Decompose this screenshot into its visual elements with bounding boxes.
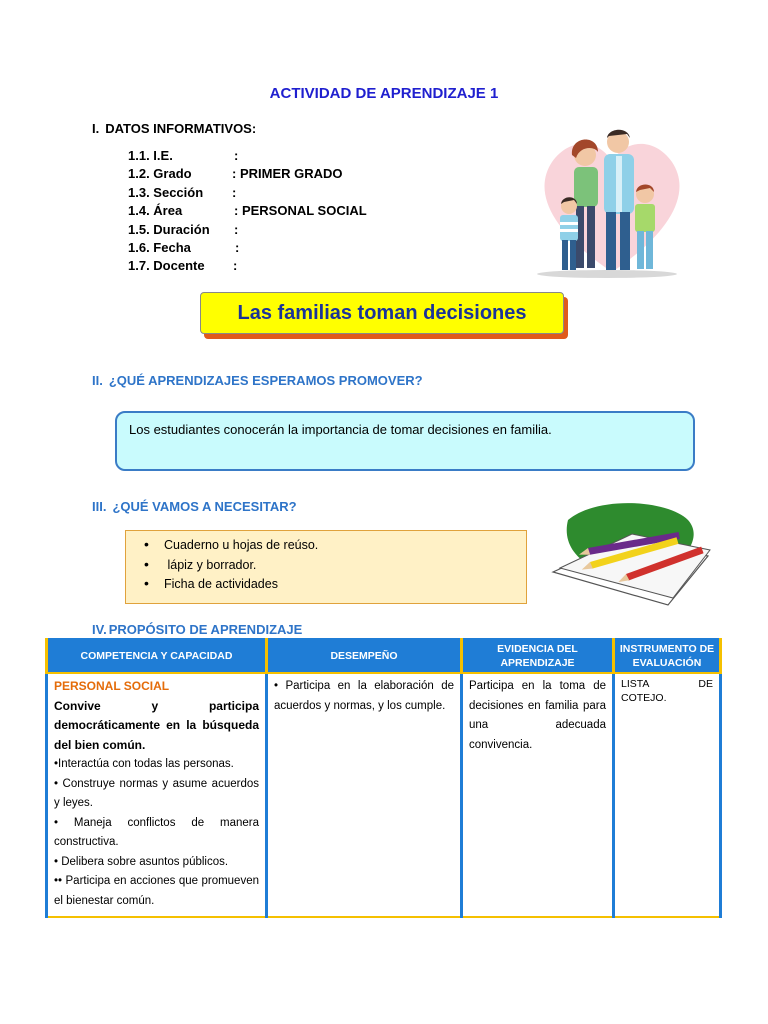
list-item: • Cuaderno u hojas de reúso.	[144, 535, 526, 555]
section-1-heading: I. DATOS INFORMATIVOS:	[92, 121, 257, 136]
section-3-heading: III. ¿QUÉ VAMOS A NECESITAR?	[92, 499, 297, 514]
desempeno-cell	[267, 673, 462, 917]
info-list	[128, 147, 367, 276]
info-row: 1.7. Docente :	[128, 258, 238, 274]
table-header-row	[47, 639, 721, 673]
info-row: 1.6. Fecha :	[128, 239, 240, 255]
col-header-desempeno: DESEMPEÑO	[267, 639, 462, 673]
section-2-heading: II. ¿QUÉ APRENDIZAJES ESPERAMOS PROMOVER?	[92, 373, 423, 388]
desempeno-text: • Participa en la elaboración de acuerdos y normas, y los cumple.	[274, 680, 454, 712]
pencils-paper-illustration	[548, 500, 713, 612]
instrumento-cell	[614, 673, 721, 917]
section-4-heading: IV. PROPÓSITO DE APRENDIZAJE	[92, 622, 303, 637]
info-row: 1.5. Duración :	[128, 221, 239, 237]
area-label: PERSONAL SOCIAL	[54, 679, 170, 693]
materials-box	[125, 530, 527, 604]
list-item: • lápiz y borrador.	[144, 555, 526, 575]
evidencia-text: Participa en la toma de decisiones en familia para una adecuada convivencia.	[469, 680, 606, 751]
learning-goal-box	[115, 411, 695, 471]
instrumento-text: LISTA DE COTEJO.	[621, 678, 713, 704]
col-header-evidencia: EVIDENCIA DEL APRENDIZAJE	[462, 639, 614, 673]
info-row: 1.4. Área : PERSONAL SOCIAL	[128, 203, 367, 219]
col-header-competencia: COMPETENCIA Y CAPACIDAD	[47, 639, 267, 673]
col-header-instrumento: INSTRUMENTO DE EVALUACIÓN	[614, 639, 721, 673]
capacidad-item: •Interactúa con todas las personas.	[54, 758, 234, 770]
bullet-icon: •	[144, 555, 149, 572]
competencia-text: Convive y participa democráticamente en la búsqueda del bien común.	[54, 698, 259, 752]
bullet-icon: •	[144, 575, 149, 591]
table-row	[47, 673, 721, 917]
info-row: 1.1. I.E. :	[128, 148, 239, 163]
competencia-cell	[47, 673, 267, 917]
info-row: 1.3. Sección :	[128, 184, 237, 200]
document-title: ACTIVIDAD DE APRENDIZAJE 1	[269, 85, 499, 102]
info-row: 1.2. Grado : PRIMER GRADO	[128, 166, 343, 182]
capacidad-item: •• Participa en acciones que promueven el bienestar común.	[54, 875, 259, 907]
evidencia-cell	[462, 673, 614, 917]
capacidad-item: • Delibera sobre asuntos públicos.	[54, 855, 229, 868]
purpose-table	[45, 638, 722, 918]
capacidad-item: • Maneja conflictos de manera constructiva.	[54, 816, 259, 848]
family-illustration	[532, 122, 692, 282]
capacidad-item: • Construye normas y asume acuerdos y leyes.	[54, 777, 259, 809]
lesson-title-banner: Las familias toman decisiones	[200, 292, 564, 334]
learning-goal-text: Los estudiantes conocerán la importancia de tomar decisiones en familia.	[129, 422, 552, 437]
list-item: • Ficha de actividades	[144, 574, 526, 594]
bullet-icon: •	[144, 536, 149, 552]
